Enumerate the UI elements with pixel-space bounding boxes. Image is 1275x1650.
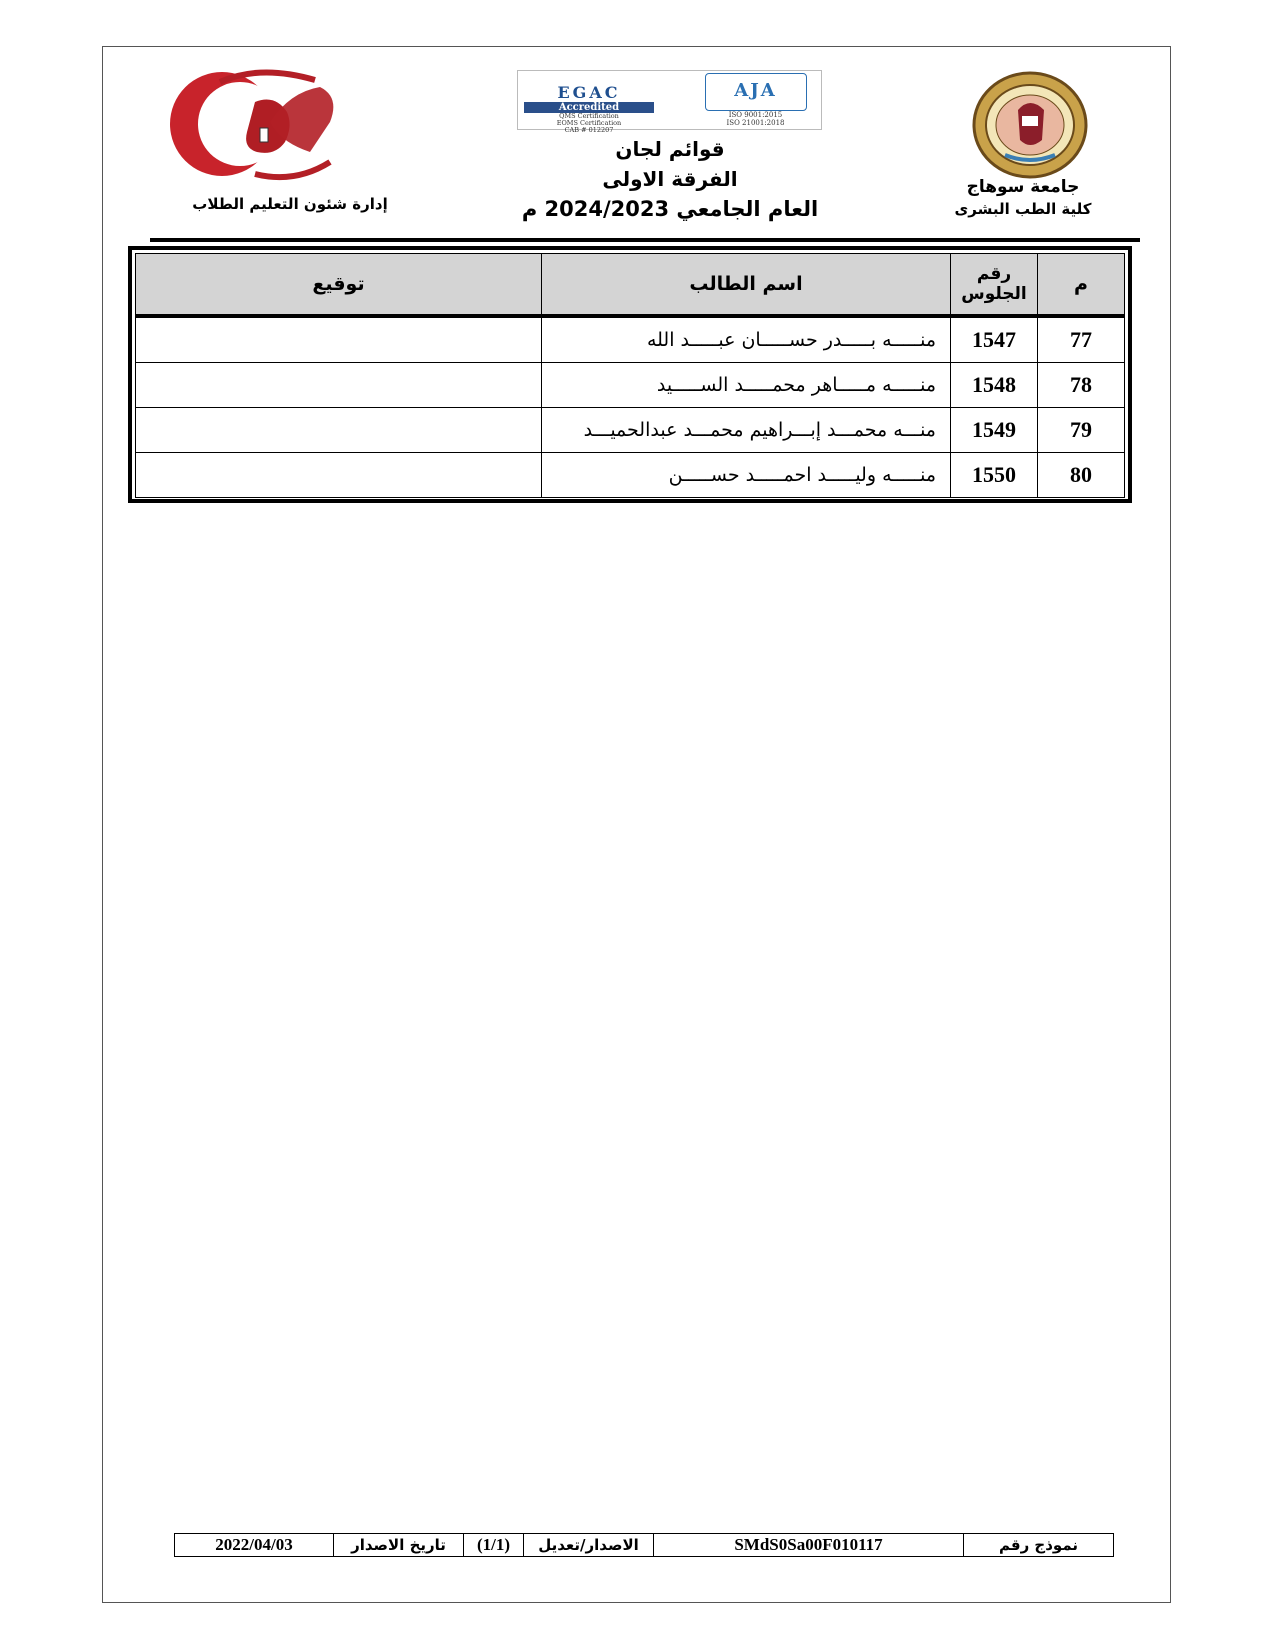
egac-accredited: Accredited bbox=[524, 102, 654, 113]
student-committee-table bbox=[135, 253, 1125, 498]
document-titles bbox=[500, 134, 840, 224]
header-signature: توقيع bbox=[136, 254, 542, 317]
table-row bbox=[136, 408, 1125, 453]
header-divider bbox=[150, 238, 1140, 242]
row-signature-cell bbox=[136, 408, 542, 453]
egac-line2: EOMS Certification bbox=[556, 119, 622, 127]
university-seal bbox=[970, 70, 1090, 180]
university-name-block bbox=[913, 176, 1133, 220]
department-name: إدارة شئون التعليم الطلاب bbox=[192, 195, 388, 213]
row-student-name: منـــــه مـــــاهر محمـــــد الســـــيد bbox=[542, 363, 951, 408]
egac-line3: CAB # 012207 bbox=[564, 126, 614, 134]
row-index: 78 bbox=[1038, 363, 1125, 408]
egac-line1: QMS Certification bbox=[559, 112, 619, 120]
row-seat-number: 1550 bbox=[951, 453, 1038, 498]
header-seat-line1: رقم bbox=[976, 264, 1012, 284]
row-signature-cell bbox=[136, 453, 542, 498]
footer-issue-date-label: تاريخ الاصدار bbox=[333, 1534, 463, 1556]
faculty-name: كلية الطب البشرى bbox=[954, 200, 1092, 218]
row-student-name: منـــــه وليـــــد احمـــــد حســـــن bbox=[542, 453, 951, 498]
egac-certificate bbox=[524, 73, 654, 134]
row-seat-number: 1548 bbox=[951, 363, 1038, 408]
aja-brand: AJA bbox=[705, 73, 807, 111]
footer-form-number: SMdS0Sa00F010117 bbox=[653, 1534, 963, 1556]
header-student-name: اسم الطالب bbox=[542, 254, 951, 317]
header-seat-number bbox=[951, 254, 1038, 317]
row-student-name: منـــــه بـــــدر حســـــان عبـــــد الله bbox=[542, 316, 951, 363]
aja-certificate bbox=[698, 73, 813, 127]
title-committee-lists: قوائم لجان bbox=[615, 137, 725, 161]
table-row bbox=[136, 363, 1125, 408]
footer-edition-label: الاصدار/تعديل bbox=[523, 1534, 653, 1556]
university-name: جامعة سوهاج bbox=[966, 177, 1080, 197]
row-index: 77 bbox=[1038, 316, 1125, 363]
row-signature-cell bbox=[136, 316, 542, 363]
certification-box bbox=[517, 70, 822, 134]
footer-edition-value: (1/1) bbox=[463, 1534, 523, 1556]
document-footer bbox=[174, 1533, 1114, 1557]
row-seat-number: 1549 bbox=[951, 408, 1038, 453]
title-year-level: الفرقة الاولى bbox=[602, 167, 738, 191]
footer-form-label: نموذج رقم bbox=[963, 1534, 1113, 1556]
table-row bbox=[136, 453, 1125, 498]
row-signature-cell bbox=[136, 363, 542, 408]
header-index: م bbox=[1038, 254, 1125, 317]
row-seat-number: 1547 bbox=[951, 316, 1038, 363]
row-index: 80 bbox=[1038, 453, 1125, 498]
faculty-logo bbox=[160, 62, 360, 187]
header-seat-line2: الجلوس bbox=[961, 284, 1027, 304]
aja-line1: ISO 9001:2015 bbox=[728, 111, 783, 119]
row-student-name: منـــه محمـــد إبـــراهيم محمـــد عبدالحميـــد bbox=[542, 408, 951, 453]
student-table-frame bbox=[128, 246, 1132, 503]
footer-issue-date: 2022/04/03 bbox=[215, 1535, 293, 1554]
aja-line2: ISO 21001:2018 bbox=[726, 119, 785, 127]
row-index: 79 bbox=[1038, 408, 1125, 453]
title-academic-year: العام الجامعي 2024/2023 م bbox=[521, 197, 819, 221]
egac-brand: EGAC bbox=[557, 83, 621, 102]
table-header-row bbox=[136, 254, 1125, 317]
table-row bbox=[136, 316, 1125, 363]
